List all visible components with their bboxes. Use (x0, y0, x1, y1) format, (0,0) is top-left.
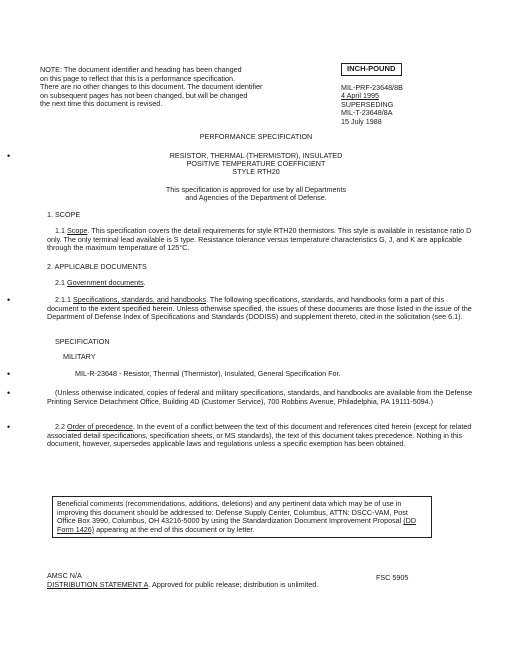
mil-reference: MIL-R-23648 - Resistor, Thermal (Thermistor), Insulated, General Specification For. (75, 369, 341, 378)
section-heading-scope: 1. SCOPE (47, 210, 81, 219)
note-line: on this page to reflect that this is a performance specification. (40, 73, 235, 83)
para-number: 2.2 (55, 422, 65, 431)
superseded-id: MIL-T-23648/8A (341, 108, 393, 118)
military-label: MILITARY (63, 352, 96, 361)
para-label: Order of precedence (67, 422, 133, 431)
superseded-date: 15 July 1988 (341, 116, 382, 126)
document-identifier (341, 84, 461, 126)
comments-text-end: appearing at the end of this document or by letter. (94, 524, 255, 534)
para-number: 2.1.1 (55, 295, 71, 304)
inch-pound-badge: INCH-POUND (341, 63, 402, 76)
change-bullet: • (7, 295, 11, 305)
distribution-text: . Approved for public release; distribution is unlimited. (148, 579, 319, 589)
footer-left (47, 572, 318, 589)
section-heading-applicable: 2. APPLICABLE DOCUMENTS (47, 262, 147, 271)
dd-form-reference: (DD Form 1426) (57, 516, 417, 534)
specs-paragraph (47, 296, 477, 322)
change-bullet: • (7, 151, 11, 161)
para-label: Scope (67, 226, 88, 235)
comments-box (52, 496, 432, 538)
specification-label: SPECIFICATION (55, 337, 110, 346)
comments-text: Beneficial comments (recommendations, additions, deletions) and any pertinent data which may be of use in improving this document should be addressed to: Defense Supply Center, Columbus, ATTN: DSCC-VAM, Post Office Box 3990, Columbus, OH 43216-5000 by using the Standardization Document Improvement Proposal (57, 499, 408, 526)
change-bullet: • (7, 422, 11, 432)
spec-type: PERFORMANCE SPECIFICATION (199, 132, 313, 141)
fsc-code: FSC 5905 (376, 573, 409, 582)
gov-docs-heading (55, 279, 146, 288)
note-line: There are no other changes to this document. The document identifier (40, 82, 263, 92)
superseding-label: SUPERSEDING (341, 99, 394, 109)
para-number: 2.1 (55, 278, 65, 287)
para-text: . In the event of a conflict between the text of this document and references cited herein (except for related associated detail specifications, specification sheets, or MS standards), the text of this document takes precedence. Nothing in this document, however, supersedes applicable laws and regulations unless a specific exemption has been obtained. (47, 422, 472, 449)
change-bullet: • (7, 369, 11, 379)
title-line-1: RESISTOR, THERMAL (THERMISTOR), INSULATED (169, 151, 343, 160)
para-number: 1.1 (55, 226, 65, 235)
approval-line-2: and Agencies of the Department of Defense. (185, 193, 327, 202)
order-paragraph (47, 423, 477, 449)
note-line: the next time this document is revised. (40, 99, 163, 109)
title-line-3: STYLE RTH20 (232, 167, 280, 176)
scope-paragraph (47, 227, 477, 253)
note-line: on subsequent pages has not been changed, but will be changed (40, 90, 248, 100)
copies-paragraph: (Unless otherwise indicated, copies of federal and military specifications, standards, and handbooks are available from the Defense Printing Service Detachment Office, Building 4D (Customer Service), 700 Robbins Avenue, Philadelphia, PA 19111-5094.) (47, 388, 473, 406)
approval-line-1: This specification is approved for use by all Departments (165, 185, 347, 194)
note-line: NOTE: The document identifier and heading has been changed (40, 65, 242, 74)
para-text: . (143, 278, 146, 287)
para-text: . This specification covers the detail requirements for style RTH20 thermistors. This style is available in resistance ratio D only. The only terminal lead available is S type. Resistance tolerance versus temperature characteristics G, J, and K are applicable through the maximum temperature of 125°C. (47, 226, 472, 253)
para-label: Government documents (67, 278, 144, 287)
para-label: Specifications, standards, and handbooks (73, 295, 207, 304)
doc-id: MIL-PRF-23648/8B (341, 83, 403, 92)
distribution-label: DISTRIBUTION STATEMENT A (47, 579, 149, 589)
change-bullet: • (7, 388, 11, 398)
para-text: . The following specifications, standards, and handbooks form a part of this document to the extent specified herein. Unless otherwise specified, the issues of these documents are those listed in the issue of the Department of Defense Index of Specifications and Standards (DODISS) and supplement thereto, cited in the solicitation (see 6.1). (47, 295, 472, 322)
doc-date: 4 April 1995 (341, 91, 379, 101)
amsc-label: AMSC N/A (47, 571, 82, 580)
change-note (40, 66, 330, 109)
distribution-statement (47, 581, 318, 590)
title-line-2: POSITIVE TEMPERATURE COEFFICIENT (186, 159, 326, 168)
